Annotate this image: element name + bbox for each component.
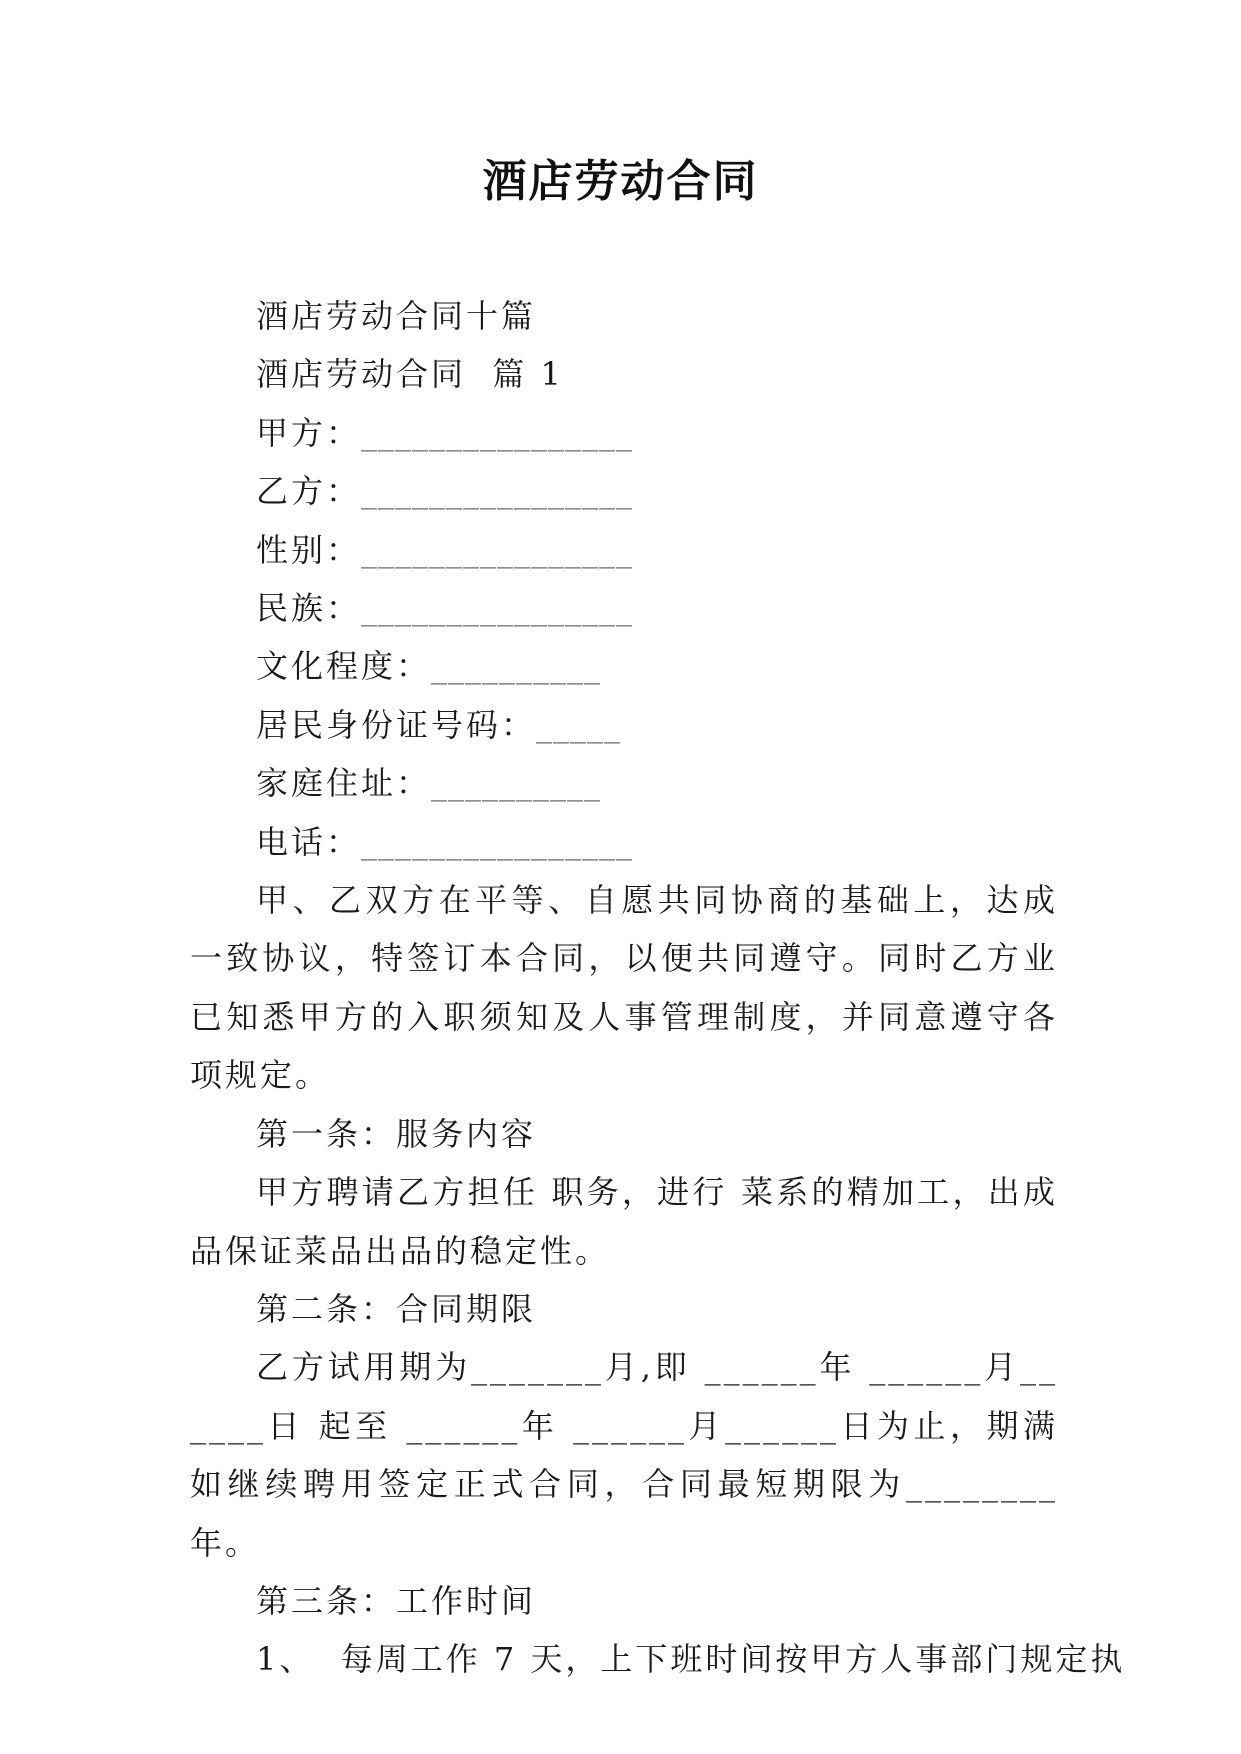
field-education [190,637,1058,695]
field-phone [190,813,1058,871]
field-blank: ________________ [361,413,634,452]
field-blank: ________________ [361,472,634,511]
field-label: 性别： [256,530,362,569]
field-label: 家庭住址： [256,764,432,803]
field-blank: __________ [431,764,602,803]
article-3-heading: 第三条：工作时间 [256,1581,537,1620]
field-label: 民族： [256,589,362,628]
field-ethnicity [190,579,1058,637]
document-title: 酒店劳动合同 [482,156,759,207]
subtitle-collection: 酒店劳动合同十篇 [256,297,537,335]
field-label: 居民身份证号码： [256,705,537,744]
field-label: 乙方： [256,472,362,511]
field-blank: ________________ [361,822,634,861]
intro-paragraph: 甲、乙双方在平等、自愿共同协商的基础上，达成一致协议，特签订本合同，以便共同遵守。同时乙方业已知悉甲方的入职须知及人事管理制度，并同意遵守各项规定。 [190,881,1058,1095]
article-1-text: 甲方聘请乙方担任 职务，进行 菜系的精加工，出成品保证菜品出品的稳定性。 [190,1173,1058,1270]
field-blank: __________ [431,647,602,686]
article-1-heading: 第一条：服务内容 [256,1114,537,1153]
field-party-b [190,462,1058,520]
document-body [190,287,1126,1689]
subtitle-chapter: 酒店劳动合同 篇 1 [256,355,564,394]
field-label: 电话： [256,822,362,861]
field-address [190,754,1058,812]
article-2-text: 乙方试用期为_______月,即 ______年 ______月______日 起至 ______年 ______月______日为止，期满如继续聘用签定正式合同，合同最短期限为________年。 [190,1348,1058,1562]
field-label: 文化程度： [256,647,432,686]
field-gender [190,521,1058,579]
field-party-a [190,404,1058,462]
field-blank: ________________ [361,589,634,628]
article-3-item-1: 1、 每周工作 7 天，上下班时间按甲方人事部门规定执 [256,1640,1126,1679]
field-blank: _____ [536,705,622,744]
field-blank: ________________ [361,530,634,569]
field-id-number [190,696,1058,754]
field-label: 甲方： [256,413,362,452]
article-2-heading: 第二条：合同期限 [256,1289,537,1328]
